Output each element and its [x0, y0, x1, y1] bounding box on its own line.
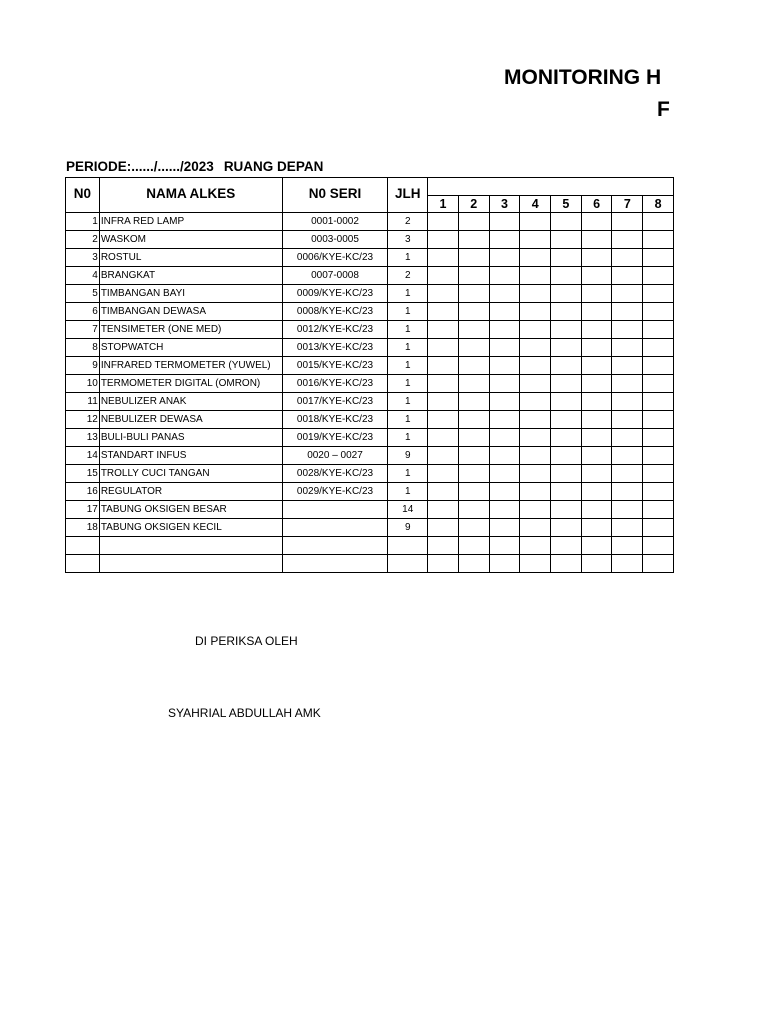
- day-check-cell: [489, 519, 520, 537]
- day-header-cell: 8: [643, 196, 674, 213]
- day-check-cell: [489, 483, 520, 501]
- table-row: [66, 285, 674, 303]
- day-check-cell: [643, 555, 674, 573]
- day-check-cell: [551, 501, 582, 519]
- row-number: [66, 537, 100, 555]
- day-check-cell: [581, 411, 612, 429]
- day-check-cell: [551, 519, 582, 537]
- day-check-cell: [581, 393, 612, 411]
- day-check-cell: [428, 519, 459, 537]
- row-number: 17: [66, 501, 100, 519]
- day-check-cell: [489, 393, 520, 411]
- day-check-cell: [643, 375, 674, 393]
- day-check-cell: [643, 249, 674, 267]
- serial-number: [282, 555, 388, 573]
- row-number: 5: [66, 285, 100, 303]
- day-check-cell: [551, 339, 582, 357]
- day-check-cell: [612, 483, 643, 501]
- day-check-cell: [643, 447, 674, 465]
- row-number: [66, 555, 100, 573]
- day-check-cell: [612, 303, 643, 321]
- day-check-cell: [489, 429, 520, 447]
- checked-by-label: DI PERIKSA OLEH: [195, 634, 298, 648]
- day-check-cell: [458, 555, 489, 573]
- day-check-cell: [612, 213, 643, 231]
- table-row: [66, 447, 674, 465]
- item-name: TABUNG OKSIGEN KECIL: [99, 519, 282, 537]
- table-row: [66, 339, 674, 357]
- document-title: MONITORING H: [504, 66, 662, 89]
- day-check-cell: [458, 393, 489, 411]
- item-name: REGULATOR: [99, 483, 282, 501]
- day-check-cell: [520, 411, 551, 429]
- day-check-cell: [551, 321, 582, 339]
- day-check-cell: [520, 213, 551, 231]
- day-check-cell: [581, 447, 612, 465]
- day-check-cell: [489, 321, 520, 339]
- day-check-cell: [581, 285, 612, 303]
- table-row: [66, 465, 674, 483]
- row-number: 12: [66, 411, 100, 429]
- day-check-cell: [458, 375, 489, 393]
- day-check-cell: [612, 375, 643, 393]
- day-check-cell: [520, 501, 551, 519]
- day-check-cell: [428, 429, 459, 447]
- day-check-cell: [458, 321, 489, 339]
- item-name: INFRA RED LAMP: [99, 213, 282, 231]
- item-name: TIMBANGAN DEWASA: [99, 303, 282, 321]
- quantity: 2: [388, 213, 428, 231]
- day-check-cell: [581, 267, 612, 285]
- day-check-cell: [581, 339, 612, 357]
- day-check-cell: [489, 249, 520, 267]
- day-check-cell: [643, 429, 674, 447]
- day-check-cell: [520, 231, 551, 249]
- day-check-cell: [458, 285, 489, 303]
- day-check-cell: [428, 501, 459, 519]
- day-header-cell: 1: [428, 196, 459, 213]
- day-check-cell: [458, 501, 489, 519]
- item-name: STOPWATCH: [99, 339, 282, 357]
- day-check-cell: [489, 267, 520, 285]
- row-number: 2: [66, 231, 100, 249]
- day-header-cell: 5: [551, 196, 582, 213]
- day-check-cell: [458, 447, 489, 465]
- day-check-cell: [428, 285, 459, 303]
- day-check-cell: [612, 465, 643, 483]
- day-check-cell: [489, 555, 520, 573]
- day-check-cell: [551, 267, 582, 285]
- serial-number: 0012/KYE-KC/23: [282, 321, 388, 339]
- day-check-cell: [643, 339, 674, 357]
- day-check-cell: [551, 231, 582, 249]
- item-name: [99, 537, 282, 555]
- table-row: [66, 411, 674, 429]
- day-check-cell: [458, 357, 489, 375]
- day-header-cell: 4: [520, 196, 551, 213]
- header-no-seri: N0 SERI: [282, 178, 388, 213]
- day-check-cell: [612, 537, 643, 555]
- day-check-cell: [581, 213, 612, 231]
- day-check-cell: [520, 357, 551, 375]
- day-check-cell: [428, 249, 459, 267]
- day-check-cell: [643, 393, 674, 411]
- day-header-cell: 7: [612, 196, 643, 213]
- day-check-cell: [458, 249, 489, 267]
- row-number: 4: [66, 267, 100, 285]
- day-check-cell: [428, 483, 459, 501]
- period-label: PERIODE:....../....../2023: [66, 159, 214, 174]
- day-check-cell: [520, 321, 551, 339]
- day-check-cell: [458, 519, 489, 537]
- day-check-cell: [458, 267, 489, 285]
- day-check-cell: [428, 447, 459, 465]
- day-check-cell: [643, 303, 674, 321]
- day-check-cell: [643, 231, 674, 249]
- serial-number: 0018/KYE-KC/23: [282, 411, 388, 429]
- table-row: [66, 501, 674, 519]
- day-check-cell: [581, 375, 612, 393]
- day-check-cell: [612, 501, 643, 519]
- day-check-cell: [520, 267, 551, 285]
- day-check-cell: [643, 501, 674, 519]
- day-check-cell: [520, 375, 551, 393]
- serial-number: 0006/KYE-KC/23: [282, 249, 388, 267]
- day-check-cell: [643, 519, 674, 537]
- item-name: INFRARED TERMOMETER (YUWEL): [99, 357, 282, 375]
- item-name: BRANGKAT: [99, 267, 282, 285]
- header-jlh: JLH: [388, 178, 428, 213]
- table-row: [66, 213, 674, 231]
- row-number: 18: [66, 519, 100, 537]
- day-check-cell: [551, 249, 582, 267]
- day-check-cell: [458, 303, 489, 321]
- day-check-cell: [581, 321, 612, 339]
- day-check-cell: [489, 447, 520, 465]
- table-row: [66, 519, 674, 537]
- header-nama-alkes: NAMA ALKES: [99, 178, 282, 213]
- day-check-cell: [612, 555, 643, 573]
- item-name: WASKOM: [99, 231, 282, 249]
- day-check-cell: [428, 393, 459, 411]
- document-subtitle: F: [657, 98, 670, 121]
- day-check-cell: [428, 303, 459, 321]
- day-check-cell: [458, 429, 489, 447]
- day-check-cell: [489, 375, 520, 393]
- serial-number: 0019/KYE-KC/23: [282, 429, 388, 447]
- quantity: [388, 555, 428, 573]
- quantity: [388, 537, 428, 555]
- day-check-cell: [428, 465, 459, 483]
- day-check-cell: [428, 537, 459, 555]
- day-check-cell: [520, 519, 551, 537]
- day-check-cell: [458, 465, 489, 483]
- day-check-cell: [551, 483, 582, 501]
- row-number: 8: [66, 339, 100, 357]
- day-check-cell: [643, 285, 674, 303]
- day-check-cell: [520, 249, 551, 267]
- day-check-cell: [458, 339, 489, 357]
- serial-number: 0007-0008: [282, 267, 388, 285]
- room-label: RUANG DEPAN: [223, 159, 324, 174]
- day-check-cell: [612, 393, 643, 411]
- day-check-cell: [551, 375, 582, 393]
- day-check-cell: [428, 339, 459, 357]
- table-row: [66, 303, 674, 321]
- day-check-cell: [489, 339, 520, 357]
- serial-number: 0016/KYE-KC/23: [282, 375, 388, 393]
- serial-number: 0003-0005: [282, 231, 388, 249]
- day-header-cell: 2: [458, 196, 489, 213]
- serial-number: 0013/KYE-KC/23: [282, 339, 388, 357]
- day-check-cell: [581, 519, 612, 537]
- item-name: ROSTUL: [99, 249, 282, 267]
- day-check-cell: [520, 555, 551, 573]
- day-check-cell: [551, 357, 582, 375]
- table-row: [66, 393, 674, 411]
- item-name: TABUNG OKSIGEN BESAR: [99, 501, 282, 519]
- day-check-cell: [551, 213, 582, 231]
- quantity: 1: [388, 393, 428, 411]
- day-check-cell: [643, 213, 674, 231]
- day-check-cell: [551, 303, 582, 321]
- day-check-cell: [612, 267, 643, 285]
- day-check-cell: [489, 231, 520, 249]
- row-number: 13: [66, 429, 100, 447]
- day-check-cell: [612, 447, 643, 465]
- row-number: 10: [66, 375, 100, 393]
- quantity: 9: [388, 447, 428, 465]
- item-name: NEBULIZER DEWASA: [99, 411, 282, 429]
- day-check-cell: [551, 465, 582, 483]
- table-row: [66, 267, 674, 285]
- table-row: [66, 357, 674, 375]
- day-check-cell: [520, 393, 551, 411]
- day-check-cell: [581, 357, 612, 375]
- quantity: 1: [388, 357, 428, 375]
- quantity: 1: [388, 303, 428, 321]
- table-row: [66, 249, 674, 267]
- day-check-cell: [612, 357, 643, 375]
- day-check-cell: [551, 411, 582, 429]
- day-check-cell: [489, 357, 520, 375]
- item-name: BULI-BULI PANAS: [99, 429, 282, 447]
- day-check-cell: [428, 411, 459, 429]
- day-check-cell: [489, 465, 520, 483]
- day-check-cell: [520, 483, 551, 501]
- table-row: [66, 555, 674, 573]
- serial-number: 0001-0002: [282, 213, 388, 231]
- day-check-cell: [581, 465, 612, 483]
- day-header-cell: 3: [489, 196, 520, 213]
- row-number: 1: [66, 213, 100, 231]
- day-check-cell: [489, 537, 520, 555]
- day-check-cell: [489, 213, 520, 231]
- day-check-cell: [643, 537, 674, 555]
- quantity: 1: [388, 375, 428, 393]
- day-check-cell: [581, 501, 612, 519]
- serial-number: [282, 501, 388, 519]
- day-check-cell: [612, 249, 643, 267]
- day-check-cell: [612, 519, 643, 537]
- quantity: 14: [388, 501, 428, 519]
- item-name: TROLLY CUCI TANGAN: [99, 465, 282, 483]
- item-name: TENSIMETER (ONE MED): [99, 321, 282, 339]
- quantity: 1: [388, 483, 428, 501]
- day-check-cell: [551, 537, 582, 555]
- day-check-cell: [428, 213, 459, 231]
- row-number: 11: [66, 393, 100, 411]
- day-check-cell: [489, 285, 520, 303]
- day-check-cell: [643, 357, 674, 375]
- day-check-cell: [520, 339, 551, 357]
- monitoring-table: [65, 177, 674, 573]
- quantity: 1: [388, 429, 428, 447]
- day-check-cell: [428, 357, 459, 375]
- serial-number: 0015/KYE-KC/23: [282, 357, 388, 375]
- day-check-cell: [581, 303, 612, 321]
- day-check-cell: [612, 285, 643, 303]
- table-row: [66, 537, 674, 555]
- serial-number: [282, 519, 388, 537]
- day-check-cell: [612, 429, 643, 447]
- day-check-cell: [612, 339, 643, 357]
- day-check-cell: [643, 267, 674, 285]
- quantity: 1: [388, 465, 428, 483]
- day-check-cell: [520, 285, 551, 303]
- day-check-cell: [458, 537, 489, 555]
- item-name: NEBULIZER ANAK: [99, 393, 282, 411]
- day-check-cell: [612, 321, 643, 339]
- item-name: [99, 555, 282, 573]
- day-check-cell: [643, 411, 674, 429]
- quantity: 2: [388, 267, 428, 285]
- day-check-cell: [428, 321, 459, 339]
- header-no: N0: [66, 178, 100, 213]
- row-number: 15: [66, 465, 100, 483]
- serial-number: 0028/KYE-KC/23: [282, 465, 388, 483]
- day-check-cell: [520, 537, 551, 555]
- table-row: [66, 231, 674, 249]
- day-check-cell: [581, 249, 612, 267]
- day-check-cell: [520, 465, 551, 483]
- day-check-cell: [428, 231, 459, 249]
- day-check-cell: [489, 303, 520, 321]
- table-row: [66, 483, 674, 501]
- serial-number: 0008/KYE-KC/23: [282, 303, 388, 321]
- day-check-cell: [612, 411, 643, 429]
- item-name: TERMOMETER DIGITAL (OMRON): [99, 375, 282, 393]
- day-header-cell: 6: [581, 196, 612, 213]
- row-number: 9: [66, 357, 100, 375]
- serial-number: [282, 537, 388, 555]
- checker-name: SYAHRIAL ABDULLAH AMK: [168, 706, 321, 720]
- row-number: 14: [66, 447, 100, 465]
- table-row: [66, 321, 674, 339]
- day-check-cell: [581, 231, 612, 249]
- row-number: 3: [66, 249, 100, 267]
- day-check-cell: [581, 483, 612, 501]
- row-number: 7: [66, 321, 100, 339]
- quantity: 9: [388, 519, 428, 537]
- quantity: 1: [388, 249, 428, 267]
- day-check-cell: [551, 393, 582, 411]
- day-check-cell: [520, 429, 551, 447]
- day-check-cell: [581, 429, 612, 447]
- table-row: [66, 429, 674, 447]
- day-check-cell: [581, 537, 612, 555]
- serial-number: 0009/KYE-KC/23: [282, 285, 388, 303]
- table-body: [66, 213, 674, 573]
- day-check-cell: [428, 375, 459, 393]
- quantity: 1: [388, 339, 428, 357]
- day-check-cell: [458, 483, 489, 501]
- quantity: 1: [388, 321, 428, 339]
- day-check-cell: [458, 411, 489, 429]
- serial-number: 0029/KYE-KC/23: [282, 483, 388, 501]
- day-check-cell: [551, 285, 582, 303]
- day-check-cell: [581, 555, 612, 573]
- day-check-cell: [643, 321, 674, 339]
- day-check-cell: [551, 429, 582, 447]
- day-check-cell: [643, 483, 674, 501]
- day-check-cell: [428, 555, 459, 573]
- serial-number: 0020 – 0027: [282, 447, 388, 465]
- serial-number: 0017/KYE-KC/23: [282, 393, 388, 411]
- day-check-cell: [551, 555, 582, 573]
- day-check-cell: [489, 411, 520, 429]
- quantity: 1: [388, 411, 428, 429]
- day-check-cell: [428, 267, 459, 285]
- day-check-cell: [612, 231, 643, 249]
- quantity: 3: [388, 231, 428, 249]
- quantity: 1: [388, 285, 428, 303]
- table-row: [66, 375, 674, 393]
- row-number: 6: [66, 303, 100, 321]
- day-check-cell: [458, 231, 489, 249]
- day-check-cell: [458, 213, 489, 231]
- header-day-group: [428, 178, 674, 196]
- period-line: [66, 159, 323, 174]
- row-number: 16: [66, 483, 100, 501]
- day-check-cell: [489, 501, 520, 519]
- day-check-cell: [520, 303, 551, 321]
- day-check-cell: [643, 465, 674, 483]
- day-check-cell: [551, 447, 582, 465]
- item-name: STANDART INFUS: [99, 447, 282, 465]
- day-check-cell: [520, 447, 551, 465]
- item-name: TIMBANGAN BAYI: [99, 285, 282, 303]
